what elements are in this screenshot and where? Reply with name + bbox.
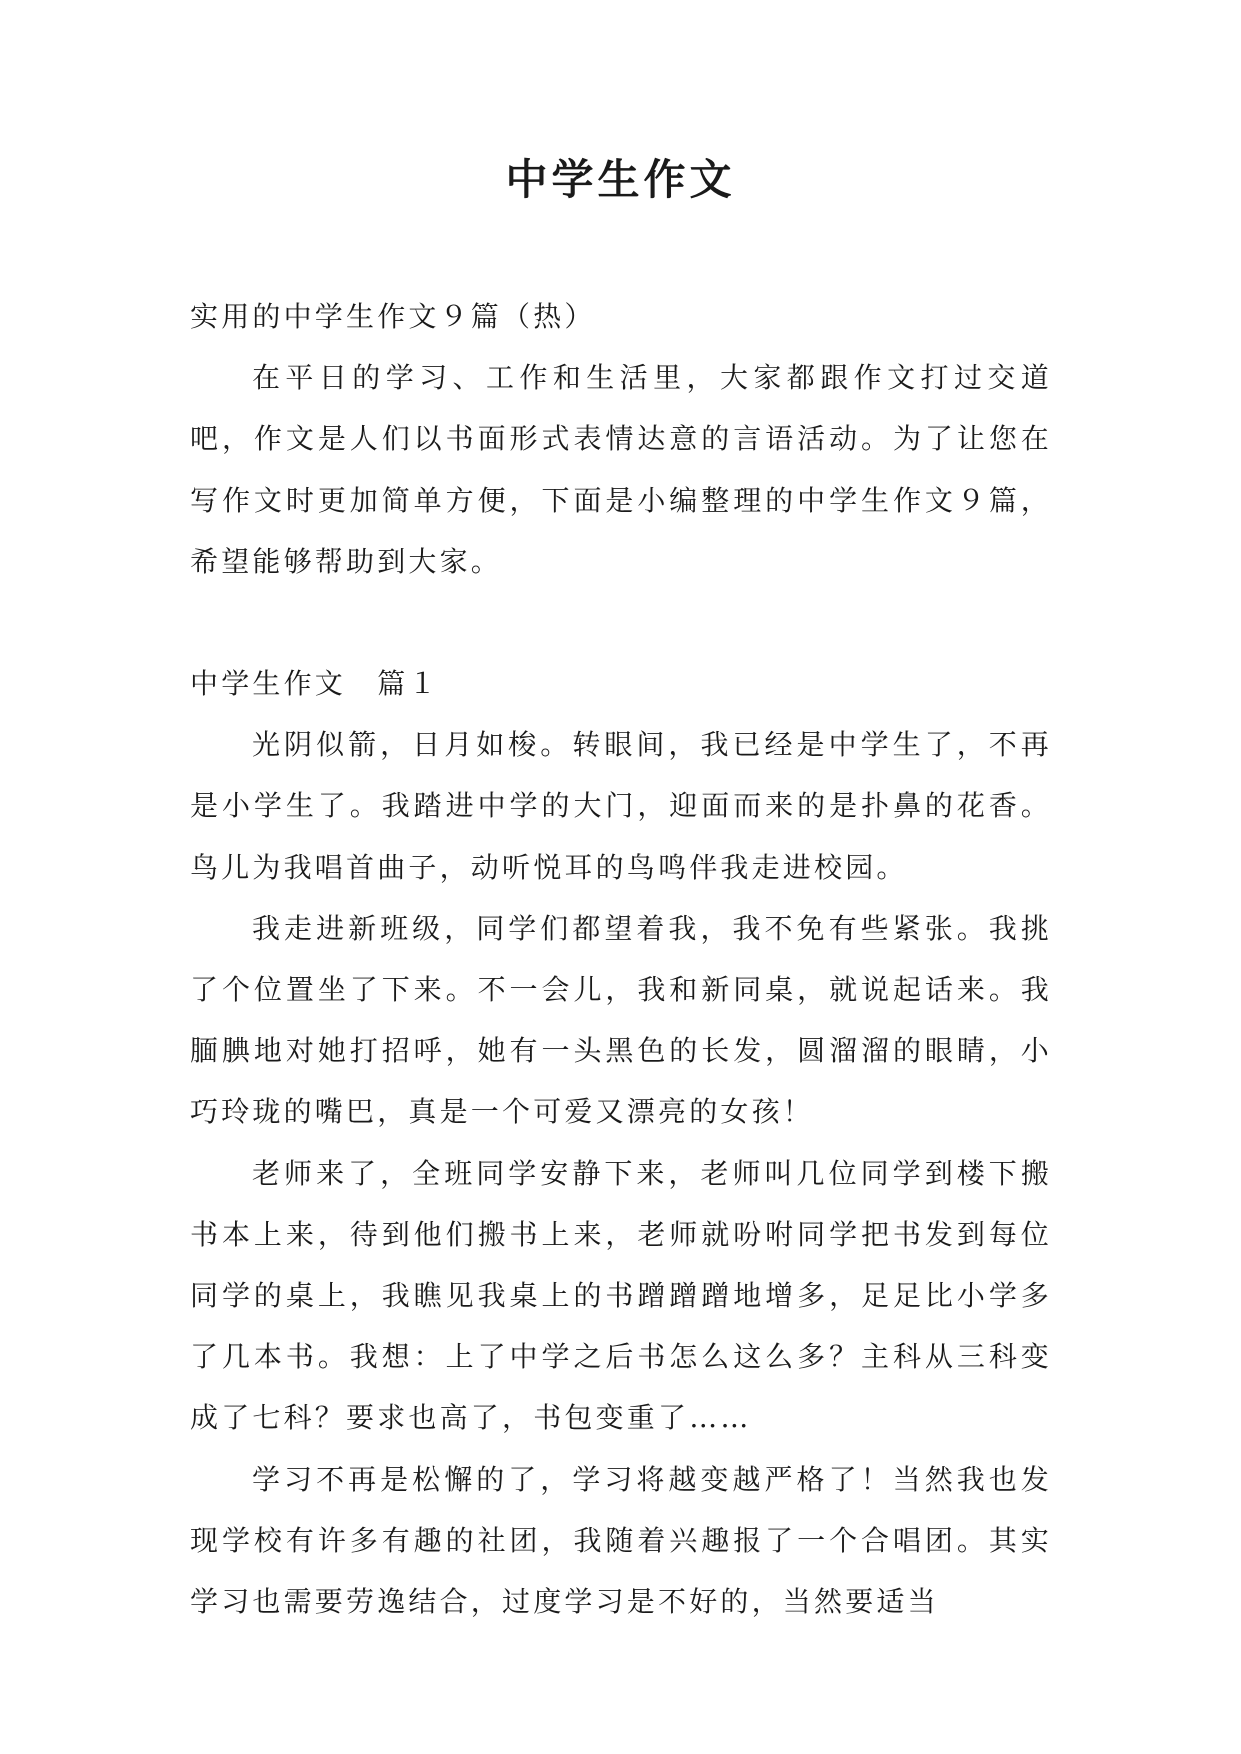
body-paragraph: 我走进新班级，同学们都望着我，我不免有些紧张。我挑了个位置坐了下来。不一会儿，我和新同桌，就说起话来。我腼腆地对她打招呼，她有一头黑色的长发，圆溜溜的眼睛，小巧玲珑的嘴巴，真是一个可爱又漂亮的女孩！ [190,911,1052,1129]
body-paragraph: 老师来了，全班同学安静下来，老师叫几位同学到楼下搬书本上来，待到他们搬书上来，老师就吩咐同学把书发到每位同学的桌上，我瞧见我桌上的书蹭蹭蹭地增多，足足比小学多了几本书。我想：上了中学之后书怎么这么多？主科从三科变成了七科？要求也高了，书包变重了…… [190,1156,1052,1435]
page-title: 中学生作文 [505,155,736,204]
intro-paragraph: 在平日的学习、工作和生活里，大家都跟作文打过交道吧，作文是人们以书面形式表情达意的言语活动。为了让您在写作文时更加简单方便，下面是小编整理的中学生作文９篇，希望能够帮助到大家。 [190,361,1052,578]
document-subtitle: 实用的中学生作文９篇（热） [190,300,596,333]
section-heading: 中学生作文 篇１ [190,667,440,701]
section-spacer [190,592,1052,653]
body-paragraph: 学习不再是松懈的了，学习将越变越严格了！当然我也发现学校有许多有趣的社团，我随着兴趣报了一个合唱团。其实学习也需要劳逸结合，过度学习是不好的，当然要适当 [190,1462,1052,1619]
body-paragraph: 光阴似箭，日月如梭。转眼间，我已经是中学生了，不再是小学生了。我踏进中学的大门，迎面而来的是扑鼻的花香。鸟儿为我唱首曲子，动听悦耳的鸟鸣伴我走进校园。 [190,728,1052,884]
document-body [190,286,1052,1632]
